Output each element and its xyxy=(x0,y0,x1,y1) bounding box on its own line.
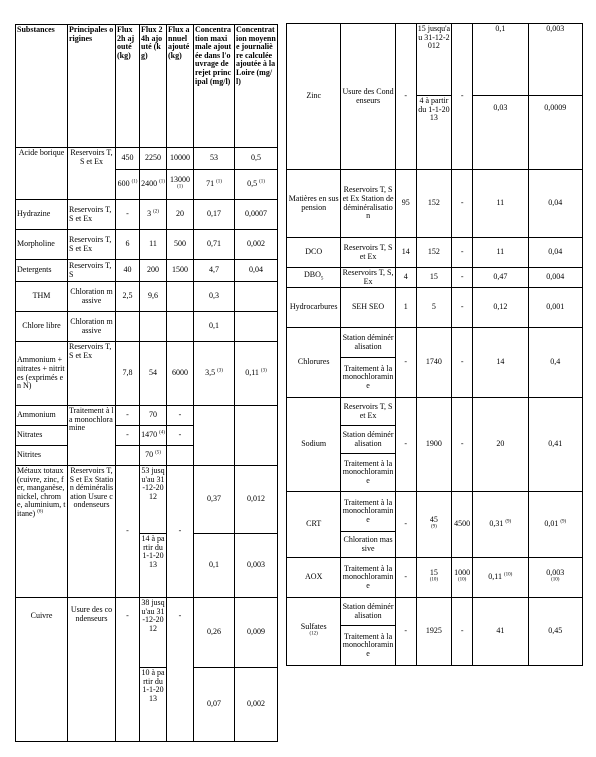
origin-cell: Reservoirs T, S et Ex xyxy=(68,200,116,230)
value-cell: 7,8 xyxy=(116,342,140,406)
table-row xyxy=(16,342,278,406)
origin-cell: Reservoirs T, S, Ex xyxy=(341,268,395,288)
value-cell xyxy=(235,312,278,342)
value-cell: 0,0007 xyxy=(235,200,278,230)
origin-cell: Traitement à la monochloramine xyxy=(341,626,395,666)
value-cell: - xyxy=(452,170,473,238)
value-cell: 2,5 xyxy=(116,282,140,312)
value-cell: - xyxy=(452,328,473,398)
value-cell: 0,04 xyxy=(235,260,278,282)
value-cell: 5 xyxy=(416,288,452,328)
value-cell xyxy=(235,406,278,466)
substance-cell: Hydrazine xyxy=(16,200,68,230)
value-cell: 0,37 xyxy=(194,466,235,534)
value-cell: 1900 xyxy=(416,398,452,492)
table-row xyxy=(287,598,583,626)
left-effluents-table xyxy=(15,24,278,742)
value-cell: 0,3 xyxy=(194,282,235,312)
substance-cell: Ammonium + nitrates + nitrites (exprimés en N) xyxy=(16,342,68,406)
value-cell: - xyxy=(116,598,140,742)
origin-cell: Reservoirs T, S et Ex xyxy=(68,230,116,260)
origin-cell: Reservoirs T, S et Ex xyxy=(68,342,116,406)
value-cell: 3 $^{(2)}$ xyxy=(140,200,167,230)
value-cell xyxy=(116,312,140,342)
value-cell xyxy=(116,446,140,466)
value-cell: 0,003 xyxy=(528,24,582,96)
value-cell xyxy=(235,282,278,312)
origin-cell: Traitement à la monochloramine xyxy=(68,406,116,466)
value-cell: 0,04 xyxy=(528,170,582,238)
value-cell: 41 xyxy=(473,598,528,666)
value-cell: 0,07 xyxy=(194,668,235,742)
substance-cell: Sulfates $^{(12)}$ xyxy=(287,598,341,666)
value-cell: 95 xyxy=(395,170,416,238)
origin-cell: Traitement à la monochloramine xyxy=(341,454,395,492)
origin-cell: Chloration massive xyxy=(341,532,395,558)
substance-cell: Matières en suspension xyxy=(287,170,341,238)
value-cell: - xyxy=(395,398,416,492)
value-cell: - xyxy=(452,598,473,666)
origin-cell: Usure des condenseurs xyxy=(68,598,116,742)
value-cell: 0,12 xyxy=(473,288,528,328)
substance-cell: Métaux totaux (cuivre, zinc, fer, manganèse, nickel, chrome, aluminium, titane) $^{(6)}$ xyxy=(16,466,68,598)
substance-cell: Morpholine xyxy=(16,230,68,260)
substance-cell: Ammonium xyxy=(16,406,68,426)
substance-cell: Acide borique xyxy=(16,148,68,200)
substance-cell: Zinc xyxy=(287,24,341,170)
value-cell: 70 xyxy=(140,406,167,426)
substance-cell: DCO xyxy=(287,238,341,268)
value-cell: 1740 xyxy=(416,328,452,398)
substance-cell: Hydrocarbures xyxy=(287,288,341,328)
value-cell: 1470 $^{(4)}$ xyxy=(140,426,167,446)
value-cell: 53 jusqu'au 31-12-2012 xyxy=(140,466,167,534)
value-cell: 4,7 xyxy=(194,260,235,282)
header-flux24h: Flux 24h ajouté (kg) xyxy=(140,25,167,148)
value-cell: - xyxy=(116,406,140,426)
table-row xyxy=(16,466,278,534)
value-cell: 11 xyxy=(473,238,528,268)
origin-cell: Chloration massive xyxy=(68,282,116,312)
value-cell: 0,71 xyxy=(194,230,235,260)
origin-cell: Usure des Condenseurs xyxy=(341,24,395,170)
value-cell: - xyxy=(395,598,416,666)
value-cell: - xyxy=(116,466,140,598)
table-row xyxy=(287,170,583,238)
value-cell xyxy=(167,282,194,312)
value-cell: - xyxy=(167,598,194,742)
substance-cell: Sodium xyxy=(287,398,341,492)
origin-cell: Reservoirs T, S et Ex xyxy=(68,148,116,200)
value-cell: 3,5 $^{(3)}$ xyxy=(194,342,235,406)
substance-cell: Chlore libre xyxy=(16,312,68,342)
value-cell: 0,001 xyxy=(528,288,582,328)
value-cell xyxy=(167,446,194,466)
value-cell: 14 xyxy=(473,328,528,398)
value-cell: 0,11 $^{(3)}$ xyxy=(235,342,278,406)
value-cell: - xyxy=(167,466,194,598)
value-cell: 0,5 $^{(1)}$ xyxy=(235,170,278,200)
value-cell: 500 xyxy=(167,230,194,260)
value-cell: 200 xyxy=(140,260,167,282)
origin-cell: Traitement à la monochloramine xyxy=(341,558,395,598)
value-cell: 450 xyxy=(116,148,140,170)
table-row xyxy=(16,230,278,260)
value-cell: 6000 xyxy=(167,342,194,406)
value-cell: 0,012 xyxy=(235,466,278,534)
table-row xyxy=(287,492,583,532)
table-row xyxy=(287,558,583,598)
value-cell: 0,002 xyxy=(235,668,278,742)
table-row xyxy=(16,260,278,282)
value-cell: 0,04 xyxy=(528,238,582,268)
value-cell: 14 xyxy=(395,238,416,268)
value-cell: - xyxy=(395,328,416,398)
value-cell: 0,26 xyxy=(194,598,235,668)
value-cell: 71 $^{(1)}$ xyxy=(194,170,235,200)
origin-cell: Traitement à la monochloramine xyxy=(341,492,395,532)
value-cell: 15 xyxy=(416,268,452,288)
value-cell: 0,004 xyxy=(528,268,582,288)
value-cell: 2250 xyxy=(140,148,167,170)
table-row xyxy=(16,148,278,170)
value-cell: 4 à partir du 1-1-2013 xyxy=(416,96,452,170)
value-cell: 0,17 xyxy=(194,200,235,230)
header-flux2h: Flux 2h ajouté (kg) xyxy=(116,25,140,148)
header-cmoy: Concentration moyenne journalière calculée ajoutée à la Loire (mg/l) xyxy=(235,25,278,148)
value-cell: 20 xyxy=(167,200,194,230)
table-row xyxy=(16,200,278,230)
origin-cell: Station déminéralisation xyxy=(341,426,395,454)
table-row xyxy=(16,312,278,342)
value-cell: - xyxy=(395,24,416,170)
value-cell: 152 xyxy=(416,238,452,268)
value-cell: 38 jusqu'au 31-12-2012 xyxy=(140,598,167,668)
value-cell: 0,003 $^{(10)}$ xyxy=(528,558,582,598)
value-cell: - xyxy=(395,492,416,558)
value-cell: 40 xyxy=(116,260,140,282)
value-cell: 11 xyxy=(140,230,167,260)
substance-cell: Detergents xyxy=(16,260,68,282)
value-cell: 0,1 xyxy=(194,534,235,598)
table-row xyxy=(287,24,583,96)
origin-cell: Reservoirs T, S et Ex xyxy=(341,238,395,268)
table-row xyxy=(16,282,278,312)
table-row xyxy=(287,288,583,328)
substance-cell: Nitrites xyxy=(16,446,68,466)
value-cell: 1 xyxy=(395,288,416,328)
value-cell: 53 xyxy=(194,148,235,170)
value-cell: 10 à partir du 1-1-2013 xyxy=(140,668,167,742)
substance-cell: $DBO_5$ xyxy=(287,268,341,288)
value-cell: 11 xyxy=(473,170,528,238)
value-cell: - xyxy=(452,268,473,288)
origin-cell: Reservoirs T, S xyxy=(68,260,116,282)
header-substance: Substances xyxy=(16,25,68,148)
origin-cell: Reservoirs T, S et Ex Station déminéralisation Usure condenseurs xyxy=(68,466,116,598)
value-cell: 0,0009 xyxy=(528,96,582,170)
header-row xyxy=(16,25,278,148)
value-cell: 45 $^{(9)}$ xyxy=(416,492,452,558)
value-cell: 0,002 xyxy=(235,230,278,260)
value-cell: 0,5 xyxy=(235,148,278,170)
substance-cell: Chlorures xyxy=(287,328,341,398)
value-cell: 1925 xyxy=(416,598,452,666)
value-cell: - xyxy=(167,426,194,446)
value-cell: 14 à partir du 1-1-2013 xyxy=(140,534,167,598)
value-cell: 9,6 xyxy=(140,282,167,312)
header-origins: Principales origines xyxy=(68,25,116,148)
value-cell: 10000 xyxy=(167,148,194,170)
origin-cell: Traitement à la monochloramine xyxy=(341,358,395,398)
origin-cell: Station déminéralisation xyxy=(341,598,395,626)
value-cell: 0,45 xyxy=(528,598,582,666)
value-cell: 0,1 xyxy=(473,24,528,96)
origin-cell: SEH SEO xyxy=(341,288,395,328)
origin-cell: Station déminéralisation xyxy=(341,328,395,358)
substance-cell: THM xyxy=(16,282,68,312)
value-cell: - xyxy=(116,200,140,230)
origin-cell: Reservoirs T, S et Ex Station de déminéralisation xyxy=(341,170,395,238)
value-cell: 1000 $^{(10)}$ xyxy=(452,558,473,598)
substance-cell: Nitrates xyxy=(16,426,68,446)
value-cell xyxy=(167,312,194,342)
table-row xyxy=(287,398,583,426)
value-cell: 4500 xyxy=(452,492,473,558)
table-row xyxy=(287,238,583,268)
value-cell: 0,03 xyxy=(473,96,528,170)
value-cell: 2400 $^{(1)}$ xyxy=(140,170,167,200)
origin-cell: Reservoirs T, S et Ex xyxy=(341,398,395,426)
value-cell: - xyxy=(167,406,194,426)
value-cell: 0,41 xyxy=(528,398,582,492)
value-cell xyxy=(194,406,235,466)
value-cell: 0,4 xyxy=(528,328,582,398)
table-row xyxy=(287,328,583,358)
value-cell: - xyxy=(395,558,416,598)
origin-cell: Chloration massive xyxy=(68,312,116,342)
value-cell: 0,003 xyxy=(235,534,278,598)
value-cell: - xyxy=(116,426,140,446)
value-cell: 1500 xyxy=(167,260,194,282)
value-cell: 4 xyxy=(395,268,416,288)
substance-cell: CRT xyxy=(287,492,341,558)
value-cell: - xyxy=(452,398,473,492)
value-cell: - xyxy=(452,24,473,170)
value-cell: 13000 $^{(1)}$ xyxy=(167,170,194,200)
value-cell: - xyxy=(452,238,473,268)
value-cell: 0,01 $^{(9)}$ xyxy=(528,492,582,558)
substance-cell: Cuivre xyxy=(16,598,68,742)
table-row xyxy=(16,598,278,668)
value-cell: 0,31 $^{(9)}$ xyxy=(473,492,528,558)
value-cell: 0,009 xyxy=(235,598,278,668)
value-cell: 15 $^{(10)}$ xyxy=(416,558,452,598)
value-cell: 54 xyxy=(140,342,167,406)
value-cell: 152 xyxy=(416,170,452,238)
value-cell: 0,11 $^{(10)}$ xyxy=(473,558,528,598)
value-cell xyxy=(140,312,167,342)
value-cell: 0,1 xyxy=(194,312,235,342)
value-cell: 20 xyxy=(473,398,528,492)
table-row xyxy=(16,406,278,426)
value-cell: 15 jusqu'au 31-12-2012 xyxy=(416,24,452,96)
value-cell: 0,47 xyxy=(473,268,528,288)
table-row xyxy=(287,268,583,288)
value-cell: 70 $^{(5)}$ xyxy=(140,446,167,466)
header-fluxannuel: Flux annuel ajouté (kg) xyxy=(167,25,194,148)
value-cell: - xyxy=(452,288,473,328)
header-cmax: Concentration maximale ajoutée dans l'ouvrage de rejet principal (mg/l) xyxy=(194,25,235,148)
value-cell: 600 $^{(1)}$ xyxy=(116,170,140,200)
right-effluents-table xyxy=(286,23,583,666)
substance-cell: AOX xyxy=(287,558,341,598)
value-cell: 6 xyxy=(116,230,140,260)
